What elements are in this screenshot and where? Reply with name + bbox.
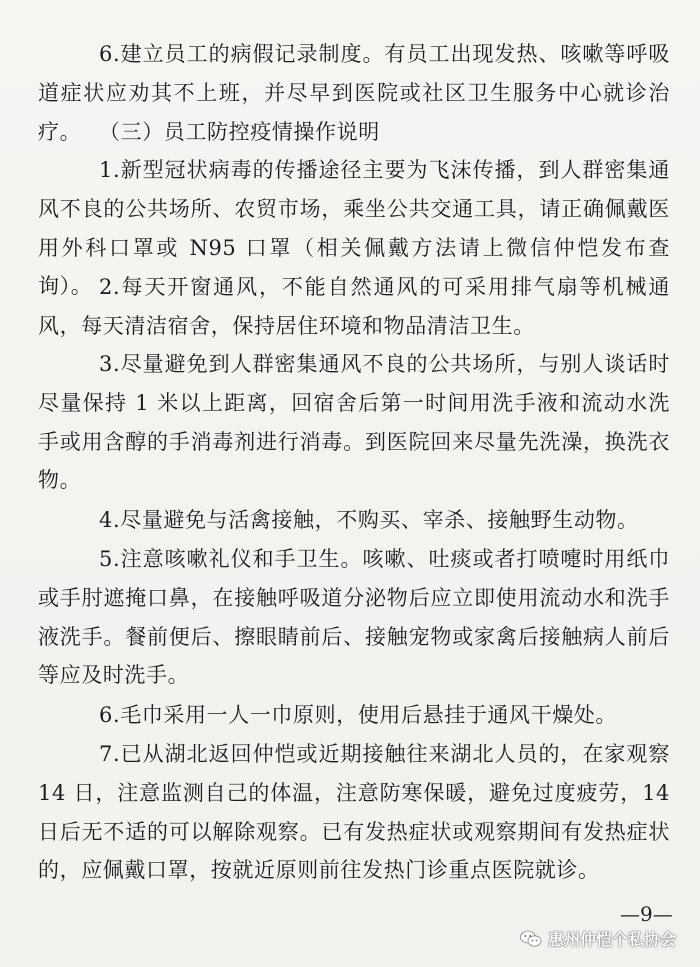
wechat-watermark [520,927,676,950]
paragraph-item-6-towel: 6.毛巾采用一人一巾原则，使用后悬挂于通风干燥处。 [99,703,618,727]
paragraph-item-7: 7.已从湖北返回仲恺或近期接触往来湖北人员的，在家观察 14 日，注意监测自己的体温，注意防寒保暖，避免过度疲劳，14 日后无不适的可以解除观察。已有发热症状或观察期间有发热症状的，应佩戴口罩，按就近原则前往发热门诊重点医院就诊。 [38,742,670,883]
paragraph-item-2: 2.每天开窗通风，不能自然通风的可采用排气扇等机械通风，每天清洁宿舍，保持居住环境和物品清洁卫生。 [38,275,670,338]
page-number: —9— [620,902,673,926]
wechat-icon [520,930,542,948]
section-heading: （三）员工防控疫情操作说明 [99,120,380,144]
paragraph-item-3: 3.尽量避免到人群密集通风不良的公共场所，与别人谈话时尽量保持 1 米以上距离，回宿舍后第一时间用洗手液和流动水洗手或用含醇的手消毒剂进行消毒。到医院回来尽量先洗澡，换洗衣物。 [38,352,670,493]
paragraph-item-6-sick-leave: 6.建立员工的病假记录制度。有员工出现发热、咳嗽等呼吸道症状应劝其不上班，并尽早到医院或社区卫生服务中心就诊治疗。 [38,42,670,144]
paragraph-item-5: 5.注意咳嗽礼仪和手卫生。咳嗽、吐痰或者打喷嚏时用纸巾或手肘遮掩口鼻，在接触呼吸道分泌物后应立即使用流动水和洗手液洗手。餐前便后、擦眼睛前后、接触宠物或家禽后接触病人前后等应及时洗手。 [38,547,670,688]
watermark-text: 惠州仲恺个私协会 [548,930,677,949]
paragraph-item-1: 1.新型冠状病毒的传播途径主要为飞沫传播，到人群密集通风不良的公共场所、农贸市场，乘坐公共交通工具，请正确佩戴医用外科口罩或 N95 口罩（相关佩戴方法请上微信仲恺发布查询）。 [38,158,670,299]
paragraph-item-4: 4.尽量避免与活禽接触，不购买、宰杀、接触野生动物。 [99,508,639,532]
